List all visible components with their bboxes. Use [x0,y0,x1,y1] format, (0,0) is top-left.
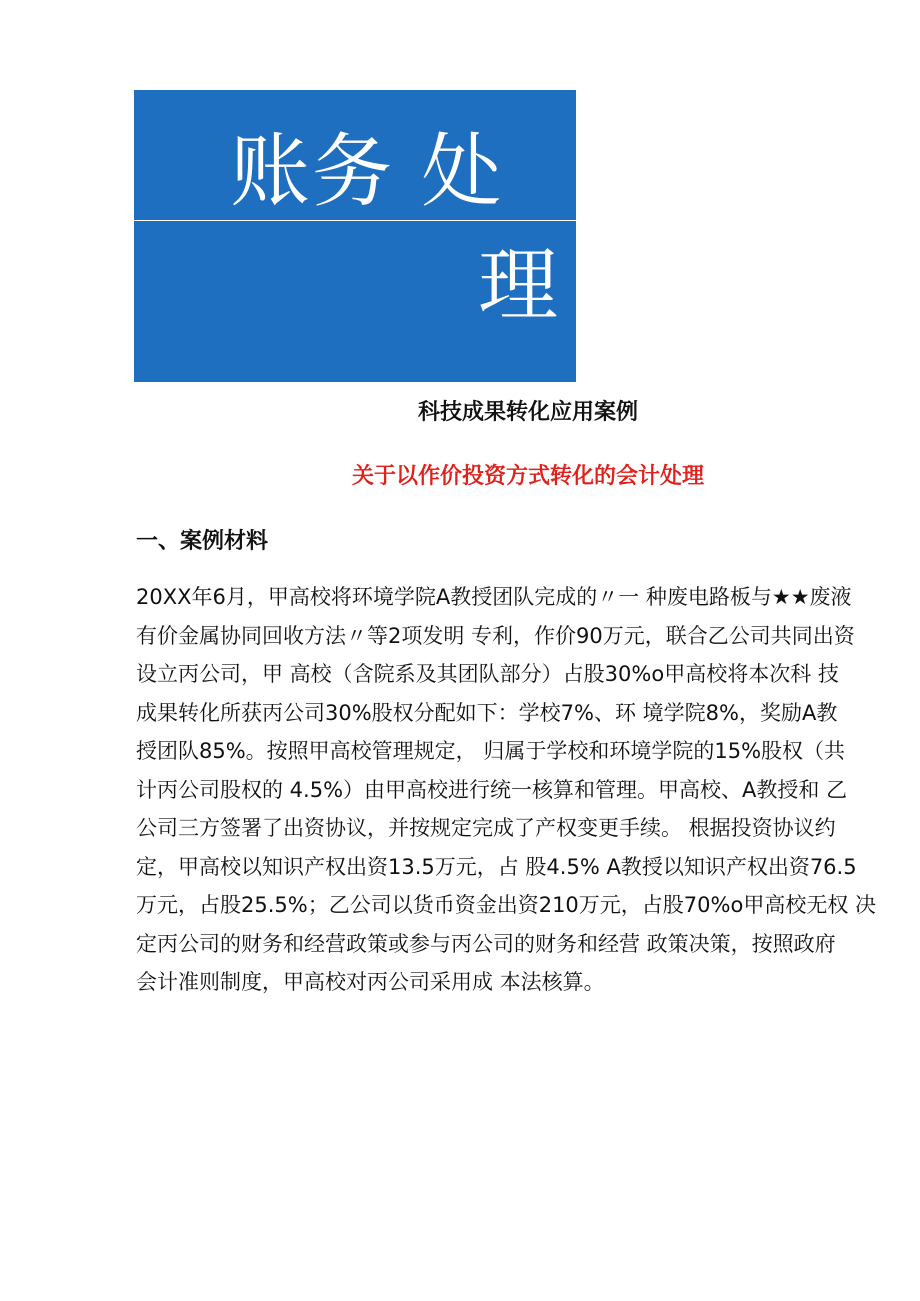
cover-divider [134,220,576,221]
paragraph-line: 公司三方签署了出资协议，并按规定完成了产权变更手续。 根据投资协议约 [136,816,836,840]
cover-title-line2: 理 [478,239,558,332]
paragraph-line: 计丙公司股权的 4.5%）由甲高校进行统一核算和管理。甲高校、A教授和 乙 [136,777,848,802]
paragraph-line: 成果转化所获丙公司30%股权分配如下：学校7%、环 境学院8%，奖励A教 [136,700,838,725]
cover-title-line1: 账务 处 [230,125,504,218]
paragraph-line: 授团队85%。按照甲高校管理规定， 归属于学校和环境学院的15%股权（共 [136,739,846,763]
paragraph-line: 会计准则制度，甲高校对丙公司采用成 本法核算。 [136,970,605,994]
paragraph-line: 设立丙公司，甲 高校（含院系及其团队部分）占股30%o甲高校将本次科 技 [136,662,839,686]
paragraph-line: 有价金属协同回收方法〃等2项发明 专利，作价90万元，联合乙公司共同出资 [136,623,855,648]
document-title: 关于以作价投资方式转化的会计处理 [351,464,704,489]
document-subtitle: 科技成果转化应用案例 [417,400,638,425]
paragraph-line: 20XX年6月，甲高校将环境学院A教授团队完成的〃一 种废电路板与★★废液 [136,585,852,609]
paragraph-line: 定，甲高校以知识产权出资13.5万元，占 股4.5% A教授以知识产权出资76.5 [136,854,857,879]
section-heading: 一、案例材料 [136,529,269,554]
case-paragraph [136,578,920,1002]
paragraph-line: 定丙公司的财务和经营政策或参与丙公司的财务和经营 政策决策，按照政府 [136,931,836,956]
cover-banner [134,90,576,382]
paragraph-line: 万元，占股25.5%；乙公司以货币资金出资210万元，占股70%o甲高校无权 决 [136,893,876,917]
